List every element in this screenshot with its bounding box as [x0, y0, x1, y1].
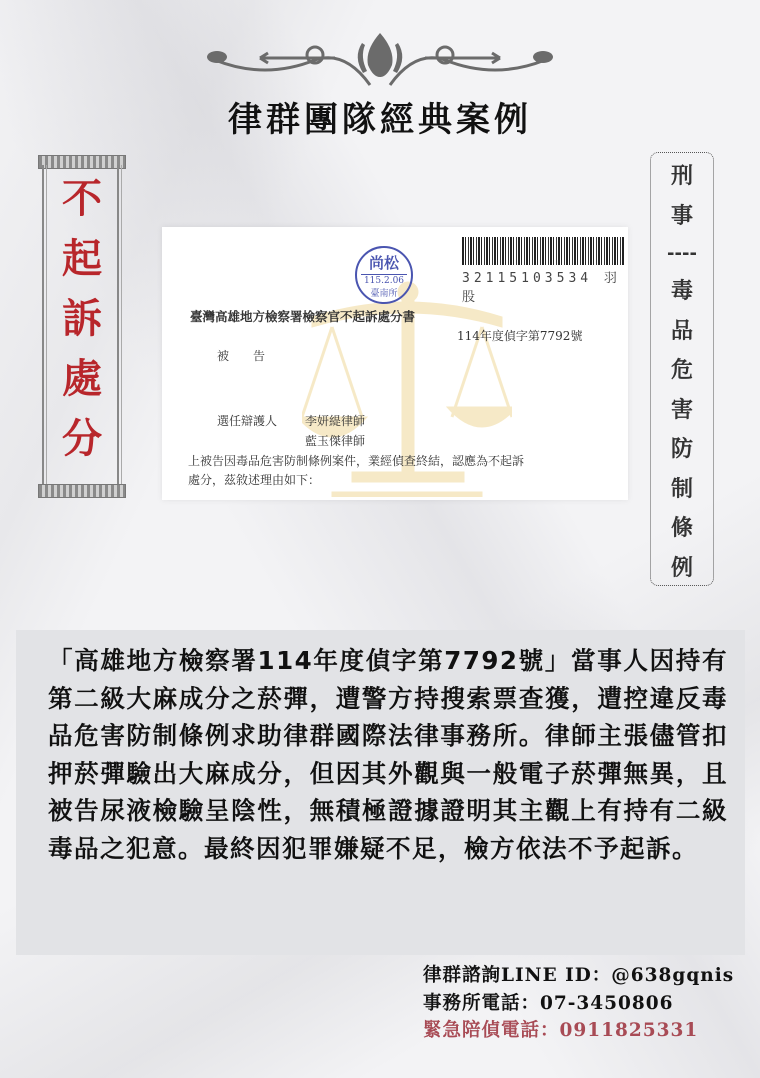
- office-phone: 事務所電話：07-3450806: [423, 992, 674, 1014]
- category-char: 毒: [670, 279, 693, 304]
- category-char: 品: [670, 318, 693, 344]
- counsel-label: 選任辯護人: [217, 414, 278, 428]
- category-char: 制: [670, 476, 693, 502]
- document-title: 臺灣高雄地方檢察署檢察官不起訴處分書: [190, 309, 416, 324]
- category-char: 事: [670, 203, 693, 229]
- banner-frame-top: [38, 155, 126, 169]
- barcode: [462, 237, 624, 265]
- stamp-date: 115.2.06: [363, 276, 405, 286]
- scroll-ornament-icon: [205, 25, 555, 90]
- banner-char: 分: [62, 416, 102, 462]
- banner-char: 起: [62, 236, 102, 282]
- category-char: 刑: [670, 164, 693, 189]
- contact-info: [423, 962, 734, 1045]
- category-char: 例: [670, 555, 693, 581]
- counsel-name: 李妍緹律師: [305, 414, 366, 428]
- emergency-phone: 緊急陪偵電話：0911825331: [423, 1020, 699, 1041]
- case-category-label: [650, 152, 714, 586]
- stamp-footer: 臺南所: [370, 289, 398, 299]
- banner-char: 處: [62, 356, 102, 402]
- official-stamp: [355, 246, 413, 304]
- category-char: 危: [670, 358, 693, 383]
- category-char: 條: [670, 516, 693, 541]
- document-body-line: 處分，茲敘述理由如下：: [188, 473, 321, 487]
- banner-char: 訴: [62, 296, 102, 342]
- category-divider: ----: [667, 243, 697, 264]
- case-summary-text: 「高雄地方檢察署114年度偵字第7792號」當事人因持有第二級大麻成分之菸彈，遭警方持搜索票查獲，遭控違反毒品危害防制條例求助律群國際法律事務所。律師主張儘管扣押菸彈驗出大麻成分，但因其外觀與一般電子菸彈無異，且被告尿液檢驗呈陰性，無積極證據證明其主觀上有持有二級毒品之犯意。最終因犯罪嫌疑不足，檢方依法不予起訴。: [48, 646, 728, 863]
- document-body-line: 上被告因毒品危害防制條例案件，業經偵查終結，認應為不起訴: [188, 454, 525, 468]
- case-number: 114年度偵字第7792號: [457, 329, 583, 343]
- banner-text: [38, 177, 126, 461]
- barcode-suffix: 羽 股: [462, 271, 621, 305]
- counsel-name: 藍玉傑律師: [305, 434, 366, 448]
- barcode-number: [462, 267, 628, 305]
- category-char: 害: [670, 397, 693, 423]
- page-title: 律群團隊經典案例: [228, 100, 532, 140]
- left-scroll-banner: [38, 155, 126, 498]
- stamp-name: 尚松: [368, 254, 399, 272]
- defendant-label: 被 告: [217, 349, 266, 363]
- banner-frame-bottom: [38, 484, 126, 498]
- category-char: 防: [670, 437, 693, 462]
- non-prosecution-document: [162, 227, 628, 500]
- banner-char: 不: [62, 176, 102, 222]
- barcode-digits: 32115103534: [462, 271, 593, 286]
- case-summary-box: [16, 630, 745, 955]
- line-id: 律群諮詢LINE ID：@638gqnis: [423, 965, 735, 986]
